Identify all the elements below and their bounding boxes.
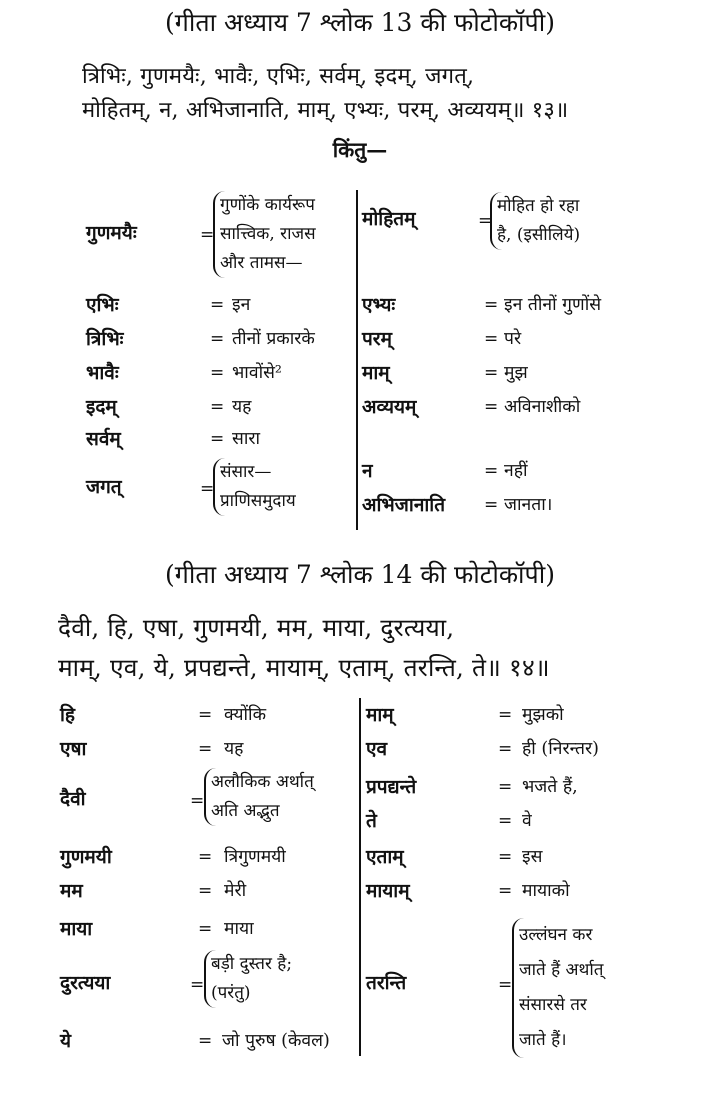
gloss-word: गुणमयी [60,846,112,868]
verse14-line2: माम्, एव, ये, प्रपद्यन्ते, मायाम्, एताम्, तरन्ति, ते॥ १४॥ [58,653,550,682]
gloss-word: एव [366,738,388,760]
equals-sign [198,842,212,872]
equals-sign [210,290,224,320]
equals-sign [198,700,212,730]
equals-sign [498,734,512,764]
gloss-word: दैवी [60,788,86,810]
verse14-line1: दैवी, हि, एषा, गुणमयी, मम, माया, दुरत्यया, [58,613,455,642]
gloss-word: गुणमयैः [86,222,137,244]
section2-heading: (गीता अध्याय 7 श्लोक 14 की फोटोकॉपी) [165,560,555,589]
gloss-meaning: मुझ [504,363,528,383]
gloss-meaning: नहीं [504,461,528,481]
equals-sign [198,914,212,944]
equals-sign [498,772,512,802]
gloss-meaning: इस [522,847,543,867]
equals-sign [484,324,498,354]
equals-sign [498,970,512,1000]
gloss-meaning: मायाको [522,881,570,901]
verse13-line2: मोहितम्, न, अभिजानाति, माम्, एभ्यः, परम्, अव्ययम्॥ १३॥ [82,98,569,123]
gloss-meaning-line: अलौकिक अर्थात् [211,772,314,792]
gloss-meaning: क्योंकि [224,705,267,725]
gloss-meaning: यह [232,397,252,417]
gloss-word: मम [60,880,83,902]
gloss-meaning: भजते हैं, [522,777,578,797]
gloss-meaning-line: (परंतु) [211,983,251,1003]
gloss-word: मायाम् [366,880,410,902]
gloss-meaning: जो पुरुष (केवल) [222,1031,330,1051]
gloss-meaning: त्रिगुणमयी [224,847,286,867]
gloss-meaning-line: जाते हैं। [519,1030,567,1050]
equals-sign [190,786,204,816]
section2-divider [359,698,361,1056]
gloss-word: भावैः [86,362,119,384]
gloss-word: अभिजानाति [362,494,446,516]
equals-sign [198,876,212,906]
gloss-word: ये [60,1030,72,1052]
gloss-word: त्रिभिः [86,328,124,350]
equals-sign [198,1026,212,1056]
gloss-meaning-line: बड़ी दुस्तर है; [211,954,293,974]
gloss-meaning: माया [224,919,254,939]
gloss-meaning-line: गुणोंके कार्यरूप [220,195,315,215]
gloss-meaning: तीनों प्रकारके [232,329,315,349]
gloss-meaning: भावोंसे² [232,363,282,383]
equals-sign [198,734,212,764]
gloss-meaning: परे [504,329,522,349]
gloss-word: परम् [362,328,392,350]
gloss-meaning-line: संसार— [220,462,272,482]
gloss-meaning-line: है, (इसीलिये) [497,225,581,245]
equals-sign [484,490,498,520]
gloss-word: न [362,460,373,482]
gloss-word: सर्वम् [86,428,121,450]
gloss-meaning-line: मोहित हो रहा [497,196,580,216]
verse13-line1: त्रिभिः, गुणमयैः, भावैः, एभिः, सर्वम्, इदम्, जगत्, [82,64,475,89]
gloss-meaning: इन [232,295,251,315]
section1-heading: (गीता अध्याय 7 श्लोक 13 की फोटोकॉपी) [165,8,555,37]
gloss-meaning-line: प्राणिसमुदाय [220,491,296,511]
gloss-meaning-brace [204,768,314,826]
equals-sign [484,290,498,320]
equals-sign [498,700,512,730]
gloss-meaning: वे [522,811,532,831]
equals-sign [210,324,224,354]
gloss-meaning: ही (निरन्तर) [522,739,599,759]
gloss-meaning-line: और तामस— [220,253,303,273]
gloss-meaning-brace [204,950,292,1008]
gloss-meaning: सारा [232,429,261,449]
gloss-word: दुरत्यया [60,972,111,994]
gloss-word: माम् [362,362,390,384]
gloss-word: एभ्यः [362,294,396,316]
gloss-meaning-brace [490,192,580,250]
gloss-meaning: इन तीनों गुणोंसे [504,295,602,315]
equals-sign [210,392,224,422]
gloss-word: एषा [60,738,87,760]
gloss-word: अव्ययम् [362,396,417,418]
kintu-label: किंतु— [332,137,388,162]
gloss-meaning-brace [512,918,604,1058]
equals-sign [484,358,498,388]
gloss-word: माम् [366,704,394,726]
gloss-word: तरन्ति [366,972,407,994]
equals-sign [498,806,512,836]
gloss-word: मोहितम् [362,208,416,230]
gloss-meaning-line: उल्लंघन कर [519,925,593,945]
gloss-word: माया [60,918,93,940]
gloss-word: हि [60,704,76,726]
gloss-meaning-line: अति अद्भुत [211,801,280,821]
gloss-meaning-line: जाते हैं अर्थात् [519,960,604,980]
gloss-meaning-brace [213,191,316,278]
equals-sign [484,456,498,486]
gloss-word: एभिः [86,294,119,316]
equals-sign [190,970,204,1000]
section1-divider [356,190,358,530]
gloss-word: एताम् [366,846,404,868]
gloss-meaning-line: संसारसे तर [519,995,587,1015]
equals-sign [484,392,498,422]
equals-sign [498,876,512,906]
gloss-meaning: यह [224,739,244,759]
gloss-word: प्रपद्यन्ते [366,776,417,798]
equals-sign [210,358,224,388]
gloss-meaning: जानता। [504,495,553,515]
gloss-word: ते [366,810,377,832]
equals-sign [498,842,512,872]
gloss-meaning: मुझको [522,705,564,725]
gloss-word: इदम् [86,396,117,418]
gloss-meaning: अविनाशीको [504,397,581,417]
gloss-word: जगत् [86,476,122,498]
gloss-meaning-line: सात्त्विक, राजस [220,224,316,244]
equals-sign [210,424,224,454]
gloss-meaning-brace [213,458,296,516]
gloss-meaning: मेरी [224,881,247,901]
